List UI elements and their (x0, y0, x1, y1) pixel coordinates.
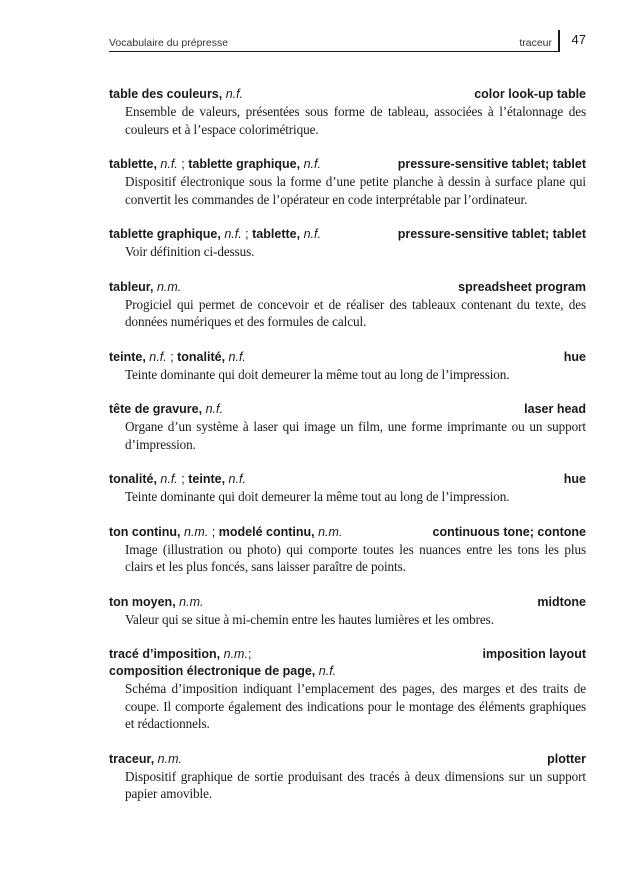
french-term: tablette graphique, (109, 227, 221, 241)
french-term: teinte, (109, 349, 146, 364)
definition: Organe d’un système à laser qui image un film, une forme imprimante ou un support d’impression. (125, 419, 586, 452)
english-term: midtone (537, 594, 586, 609)
english-term: pressure-sensitive tablet; tablet (397, 157, 586, 171)
english-term: plotter (547, 751, 586, 766)
english-term: hue (563, 472, 586, 486)
french-terms (109, 156, 321, 173)
entry-headline-continued (109, 663, 586, 680)
french-terms (109, 524, 342, 541)
running-entry: traceur (519, 37, 552, 49)
grammatical-category: n.m. (179, 594, 204, 609)
definition: Valeur qui se situe à mi-chemin entre les hautes lumières et les ombres. (125, 611, 494, 627)
french-term: tête de gravure, (109, 402, 203, 416)
french-term: tableur, (109, 279, 154, 294)
grammatical-category: n.f. (303, 157, 321, 171)
entry-headline (109, 349, 586, 366)
running-title: Vocabulaire du prépresse (109, 37, 229, 49)
definition: Ensemble de valeurs, présentées sous forme de tableau, associées à l’étalonnage des couleurs et à l’espace colorimétrique. (125, 104, 586, 137)
entry-headline (109, 156, 586, 173)
entry-headline (109, 471, 586, 488)
separator: ; (211, 524, 216, 539)
french-terms (109, 646, 251, 663)
grammatical-category: n.f. (149, 349, 167, 364)
glossary-entry (109, 226, 586, 261)
definition: Image (illustration ou photo) qui comporte toutes les nuances entre les tons les plus clairs et les plus foncés, sans laisser paraître de points. (125, 541, 586, 574)
grammatical-category: n.f. (205, 402, 223, 416)
header-divider (558, 30, 560, 52)
french-term: table des couleurs, (109, 87, 223, 101)
page-header (109, 30, 586, 52)
separator: ; (181, 157, 185, 171)
french-terms (109, 86, 243, 103)
glossary-entry (109, 156, 586, 208)
french-terms (109, 279, 181, 296)
grammatical-category: n.m. (318, 524, 343, 539)
english-term: imposition layout (482, 647, 586, 661)
french-terms (109, 663, 336, 680)
glossary-entry (109, 279, 586, 331)
page-number: 47 (571, 32, 586, 47)
grammatical-category: n.m. (156, 279, 182, 294)
english-term: laser head (524, 402, 586, 416)
english-term: continuous tone; contone (432, 524, 586, 539)
glossary-entry (109, 349, 586, 384)
grammatical-category: n.m. (157, 751, 182, 766)
french-term: tablette, (109, 157, 157, 171)
french-term: ton moyen, (109, 594, 176, 609)
entry-headline (109, 226, 586, 243)
french-term: traceur, (109, 751, 155, 766)
french-terms (109, 226, 321, 243)
separator: ; (170, 349, 174, 364)
definition: Dispositif électronique sous la forme d’une petite planche à dessin à surface plane qui convertit les commandes de l’opérateur en code interprétable par l’ordinateur. (125, 174, 586, 207)
grammatical-category: n.f. (318, 664, 337, 678)
glossary-entries (109, 86, 586, 821)
glossary-entry (109, 471, 586, 506)
glossary-entry (109, 401, 586, 453)
french-term: ton continu, (109, 524, 181, 539)
definition: Teinte dominante qui doit demeurer la même tout au long de l’impression. (125, 366, 510, 382)
glossary-entry (109, 594, 586, 629)
grammatical-category: n.m. (223, 647, 248, 661)
entry-headline (109, 751, 586, 768)
entry-headline (109, 524, 586, 541)
definition: Dispositif graphique de sortie produisant des tracés à deux dimensions sur un support papier amovible. (125, 768, 586, 801)
separator: ; (247, 647, 252, 661)
grammatical-category: n.f. (160, 472, 178, 486)
header-rule (109, 51, 558, 52)
english-term: pressure-sensitive tablet; tablet (397, 227, 586, 241)
glossary-entry (109, 524, 586, 576)
entry-headline (109, 401, 586, 418)
glossary-entry (109, 86, 586, 138)
entry-headline (109, 279, 586, 296)
definition: Progiciel qui permet de concevoir et de réaliser des tableaux contenant du texte, des données numériques et des formules de calcul. (125, 296, 586, 329)
entry-headline (109, 646, 586, 663)
french-synonym: modelé continu, (218, 524, 315, 539)
grammatical-category: n.f. (228, 472, 246, 486)
french-synonym: teinte, (188, 472, 226, 486)
french-terms (109, 751, 182, 768)
glossary-entry (109, 646, 586, 733)
french-terms (109, 471, 246, 488)
french-synonym: composition électronique de page, (109, 664, 316, 678)
english-term: spreadsheet program (458, 279, 586, 294)
grammatical-category: n.f. (225, 87, 244, 101)
separator: ; (245, 227, 249, 241)
entry-headline (109, 86, 586, 103)
grammatical-category: n.f. (160, 157, 178, 171)
french-synonym: tablette, (252, 227, 301, 241)
definition: Teinte dominante qui doit demeurer la même tout au long de l’impression. (125, 489, 510, 504)
french-terms (109, 349, 246, 366)
grammatical-category: n.f. (303, 227, 321, 241)
separator: ; (181, 472, 185, 486)
french-synonym: tablette graphique, (188, 157, 301, 171)
english-term: hue (563, 349, 586, 364)
definition: Voir définition ci-dessus. (125, 244, 255, 259)
grammatical-category: n.m. (184, 524, 209, 539)
french-term: tracé d’imposition, (109, 647, 221, 661)
grammatical-category: n.f. (224, 227, 242, 241)
french-terms (109, 594, 203, 611)
glossary-entry (109, 751, 586, 803)
english-term: color look-up table (474, 87, 586, 101)
definition: Schéma d’imposition indiquant l’emplacement des pages, des marges et des traits de coupe. Il comporte également des indications pour le montage des éléments graphiques et rédactionnels. (125, 681, 586, 731)
entry-headline (109, 594, 586, 611)
grammatical-category: n.f. (228, 349, 246, 364)
french-synonym: tonalité, (177, 349, 226, 364)
french-term: tonalité, (109, 472, 157, 486)
french-terms (109, 401, 223, 418)
